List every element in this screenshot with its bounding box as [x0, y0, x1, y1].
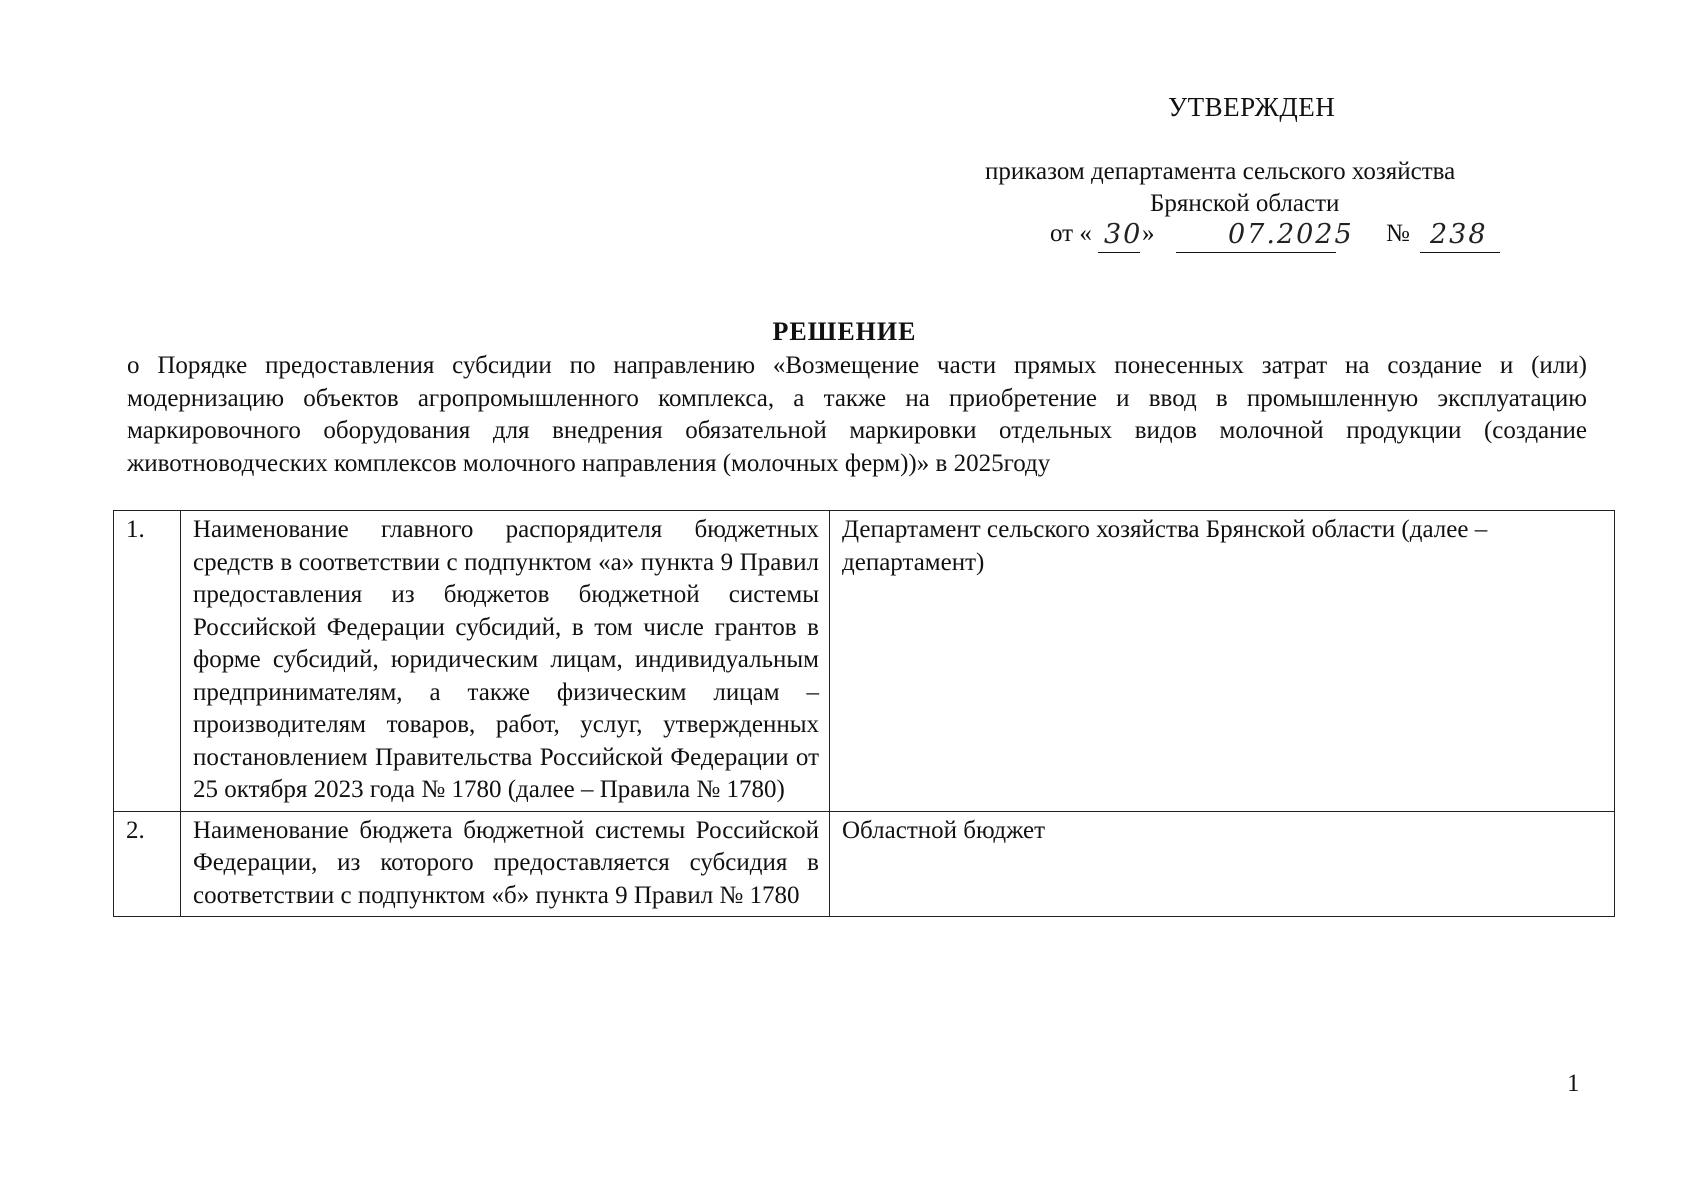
row-number: 2. — [114, 811, 181, 917]
table-row — [114, 811, 1615, 917]
page-number: 1 — [1567, 1070, 1580, 1097]
document-title: РЕШЕНИЕ — [772, 317, 917, 346]
date-quote-close: » — [1142, 220, 1155, 247]
date-prefix: от « — [1050, 220, 1092, 247]
handwritten-order-number: 238 — [1430, 219, 1488, 250]
row-number: 1. — [114, 511, 181, 812]
number-underline — [1420, 252, 1500, 253]
handwritten-month-year: 07.2025 — [1228, 219, 1354, 250]
row-parameter-value: Областной бюджет — [830, 811, 1615, 917]
row-parameter-name: Наименование главного распорядителя бюджетных средств в соответствии с подпунктом «а» пункта 9 Правил предоставления из бюджетов бюджетной системы Российской Федерации субсидий, в том числе грантов в форме субсидий, юридическим лицам, индивидуальным предпринимателям, а также физическим лицам – производителям товаров, работ, услуг, утвержденных постановлением Правительства Российской Федерации от 25 октября 2023 года № 1780 (далее – Правила № 1780) — [181, 511, 830, 812]
row-parameter-value: Департамент сельского хозяйства Брянской области (далее – департамент) — [830, 511, 1615, 812]
handwritten-day: 30 — [1104, 219, 1143, 250]
order-reference-line-1: приказом департамента сельского хозяйства — [985, 158, 1456, 185]
month-year-underline — [1176, 252, 1336, 253]
table-row — [114, 511, 1615, 812]
approval-stamp-title: УТВЕРЖДЕН — [1168, 92, 1336, 122]
order-reference-line-2: Брянской области — [1150, 190, 1340, 217]
day-underline — [1098, 252, 1140, 253]
row-parameter-name: Наименование бюджета бюджетной системы Российской Федерации, из которого предоставляется субсидия в соответствии с подпунктом «б» пункта 9 Правил № 1780 — [181, 811, 830, 917]
order-number-prefix: № — [1386, 220, 1410, 247]
decision-table — [113, 510, 1615, 917]
document-subtitle: о Порядке предоставления субсидии по направлению «Возмещение части прямых понесенных затрат на создание и (или) модернизацию объектов агропромышленного комплекса, а также на приобретение и ввод в промышленную эксплуатацию маркировочного оборудования для внедрения обязательной маркировки отдельных видов молочной продукции (создание животноводческих комплексов молочного направления (молочных ферм))» в 2025году — [127, 352, 1587, 477]
